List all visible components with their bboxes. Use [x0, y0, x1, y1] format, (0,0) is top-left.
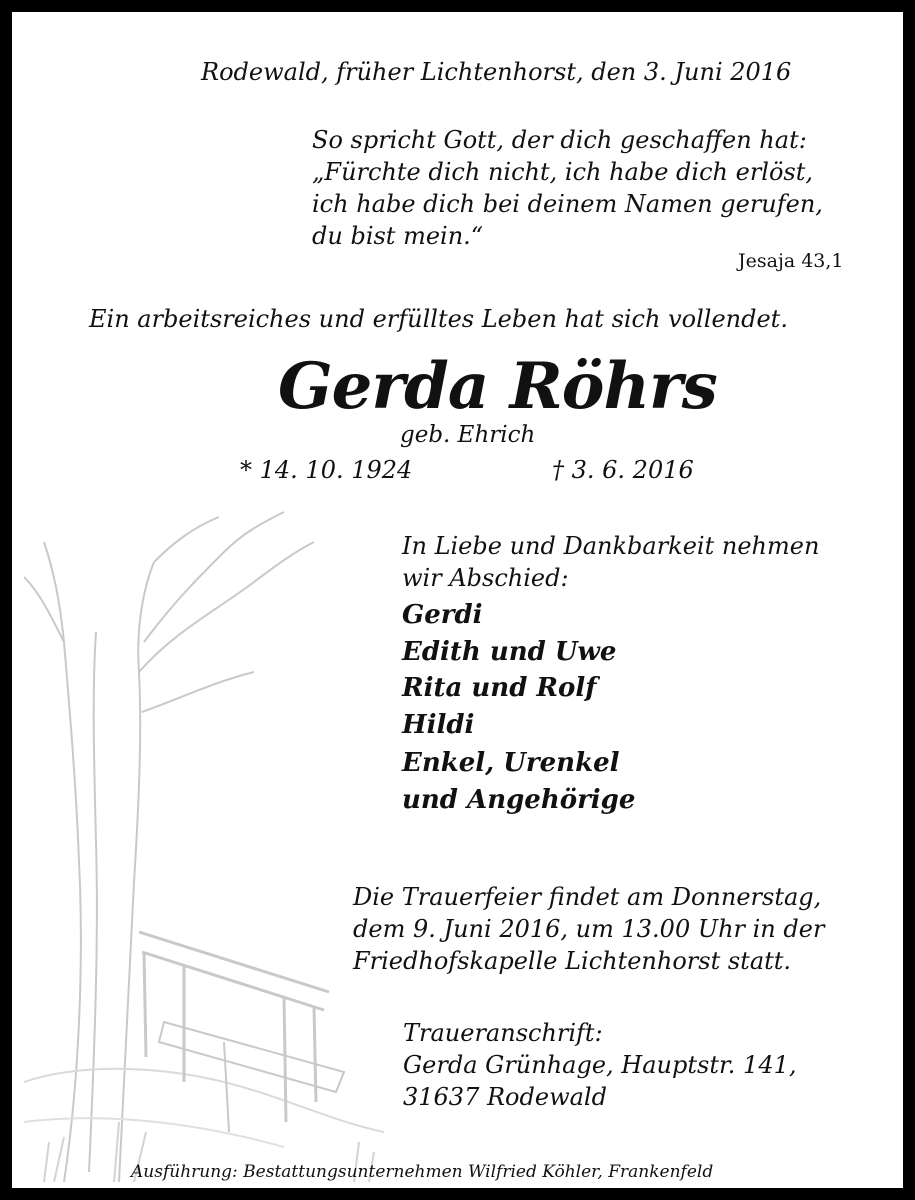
birth-date: * 14. 10. 1924 — [240, 456, 413, 484]
address-label: Traueranschrift: — [403, 1019, 603, 1047]
mourner-2: Edith und Uwe — [402, 637, 617, 667]
mourner-5: Enkel, Urenkel — [402, 748, 620, 778]
address-line-1: Gerda Grünhage, Hauptstr. 141, — [403, 1051, 797, 1079]
verse-source: Jesaja 43,1 — [738, 250, 844, 272]
birth-name: geb. Ehrich — [400, 422, 536, 448]
mourner-3: Rita und Rolf — [402, 673, 597, 703]
farewell-intro-2: wir Abschied: — [402, 564, 569, 592]
verse-line-2: „Fürchte dich nicht, ich habe dich erlöst, — [312, 158, 814, 186]
farewell-intro-1: In Liebe und Dankbarkeit nehmen — [402, 532, 820, 560]
death-date: † 3. 6. 2016 — [552, 456, 694, 484]
service-line-1: Die Trauerfeier findet am Donnerstag, — [353, 883, 822, 911]
place-date: Rodewald, früher Lichtenhorst, den 3. Juni 2016 — [201, 58, 792, 86]
mourner-1: Gerdi — [402, 600, 483, 630]
address-line-2: 31637 Rodewald — [403, 1083, 607, 1111]
mourner-6: und Angehörige — [402, 785, 636, 815]
verse-line-1: So spricht Gott, der dich geschaffen hat: — [312, 126, 807, 154]
mourner-4: Hildi — [402, 710, 475, 740]
tree-bench-illustration — [24, 482, 384, 1182]
footer-undertaker: Ausführung: Bestattungsunternehmen Wilfried Köhler, Frankenfeld — [131, 1162, 714, 1182]
verse-line-3: ich habe dich bei deinem Namen gerufen, — [312, 190, 823, 218]
deceased-name: Gerda Röhrs — [278, 349, 717, 424]
service-line-3: Friedhofskapelle Lichtenhorst statt. — [353, 947, 792, 975]
verse-line-4: du bist mein.“ — [312, 222, 484, 250]
intro-text: Ein arbeitsreiches und erfülltes Leben hat sich vollendet. — [89, 305, 788, 333]
service-line-2: dem 9. Juni 2016, um 13.00 Uhr in der — [353, 915, 825, 943]
